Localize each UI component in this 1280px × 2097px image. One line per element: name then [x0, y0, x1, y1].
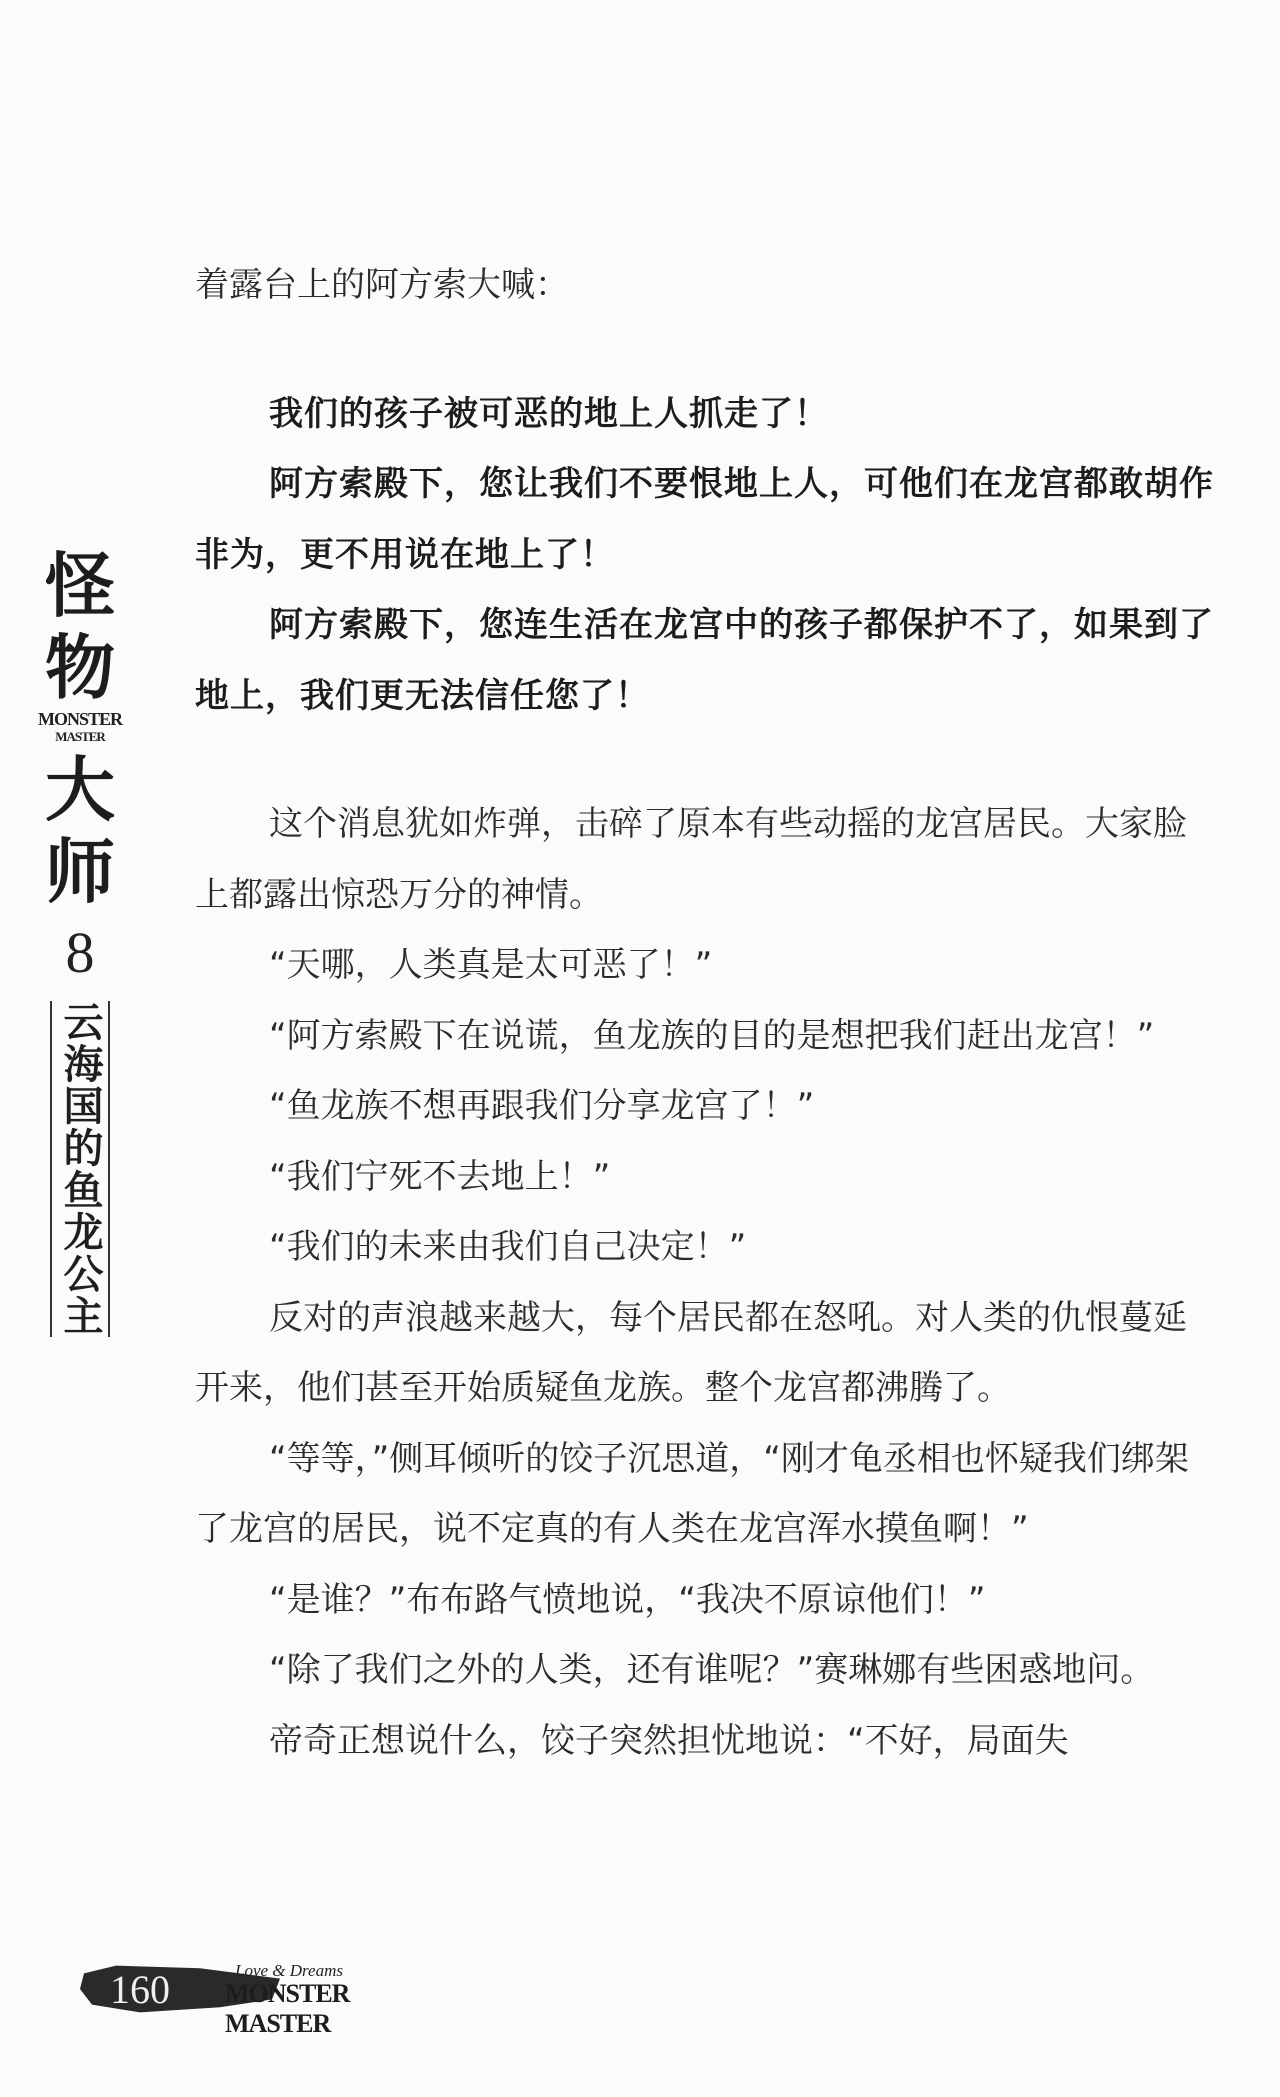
spine-char: 师	[45, 831, 115, 913]
paragraph: 这个消息犹如炸弹，击碎了原本有些动摇的龙宫居民。大家脸上都露出惊恐万分的神情。	[195, 804, 1187, 915]
series-tagline: Love & Dreams	[235, 1961, 343, 1980]
spine-char: 大	[45, 749, 115, 831]
paragraph: 着露台上的阿方索大喊：	[195, 265, 569, 305]
paragraph: 帝奇正想说什么，饺子突然担忧地说：“不好，局面失	[269, 1720, 1069, 1761]
spine-char: 物	[45, 627, 115, 709]
subtitle-frame	[50, 1001, 110, 1337]
dialogue-line: “我们宁死不去地上！”	[269, 1156, 611, 1197]
monster-master-logo	[30, 711, 130, 745]
volume-number: 8	[65, 920, 95, 985]
dialogue-line: “是谁？”布布路气愤地说，“我决不原谅他们！”	[269, 1579, 986, 1620]
spine-title	[30, 545, 130, 1337]
book-subtitle: 云海国的鱼龙公主	[57, 1001, 103, 1337]
dialogue-line: “我们的未来由我们自己决定！”	[269, 1227, 747, 1267]
logo-line: MASTER	[55, 729, 105, 744]
page-number: 160	[110, 1967, 170, 2012]
body-text	[195, 250, 1215, 1776]
spacer	[195, 321, 1215, 379]
series-name: MONSTER MASTER	[225, 1979, 350, 2038]
dialogue-line: “鱼龙族不想再跟我们分享龙宫了！”	[269, 1086, 815, 1126]
shout-paragraph: 阿方索殿下，您让我们不要恨地上人，可他们在龙宫都敢胡作非为，更不用说在地上了！	[195, 464, 1214, 575]
dialogue-line: “天哪，人类真是太可恶了！”	[269, 945, 713, 985]
dialogue-line: “阿方索殿下在说谎，鱼龙族的目的是想把我们赶出龙宫！”	[269, 1015, 1155, 1056]
page-footer	[80, 1955, 460, 2038]
dialogue-line: “除了我们之外的人类，还有谁呢？”赛琳娜有些困惑地问。	[269, 1650, 1155, 1690]
dialogue-line: “等等，”侧耳倾听的饺子沉思道，“刚才龟丞相也怀疑我们绑架了龙宫的居民，说不定真的有人类在龙宫浑水摸鱼啊！”	[195, 1438, 1189, 1549]
paragraph: 反对的声浪越来越大，每个居民都在怒吼。对人类的仇恨蔓延开来，他们甚至开始质疑鱼龙族。整个龙宫都沸腾了。	[195, 1297, 1187, 1408]
spine-char: 怪	[45, 545, 115, 627]
shout-paragraph: 阿方索殿下，您连生活在龙宫中的孩子都保护不了，如果到了地上，我们更无法信任您了！	[195, 605, 1214, 716]
spacer	[195, 731, 1215, 789]
logo-line: MONSTER	[37, 709, 122, 729]
shout-paragraph: 我们的孩子被可恶的地上人抓走了！	[269, 393, 829, 434]
